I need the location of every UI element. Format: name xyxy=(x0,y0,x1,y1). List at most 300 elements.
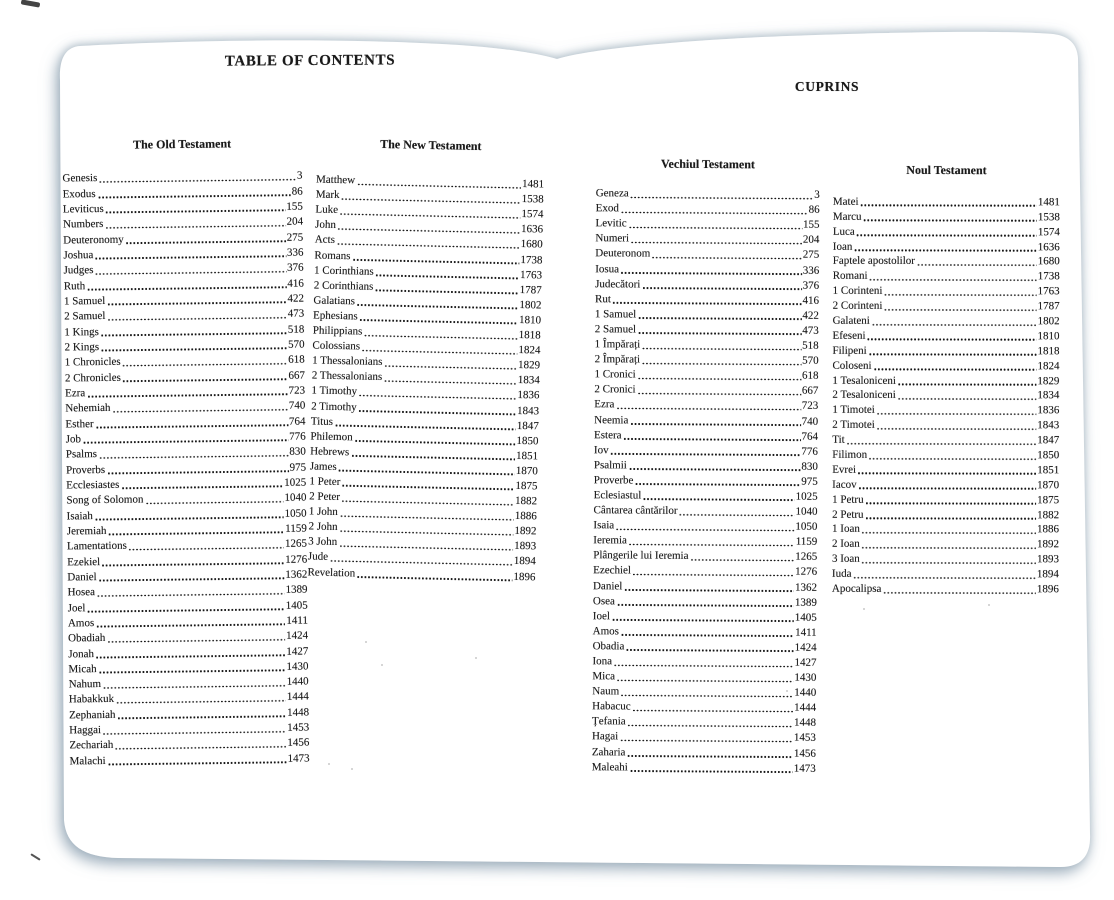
toc-entry xyxy=(594,381,818,398)
toc-entry xyxy=(595,291,819,308)
entry-name: Nehemiah xyxy=(65,402,111,415)
entry-page-number: 416 xyxy=(802,294,820,307)
toc-entry xyxy=(596,200,820,217)
entry-name: Joshua xyxy=(63,249,94,262)
entry-page-number: 1851 xyxy=(1037,464,1060,477)
entry-page-number: 776 xyxy=(289,430,306,443)
entry-page-number: 275 xyxy=(802,249,820,262)
entry-name: 1 Împărați xyxy=(594,338,641,351)
dot-leader xyxy=(628,543,794,547)
entry-name: Philemon xyxy=(310,430,353,444)
toc-entry xyxy=(832,521,1059,536)
entry-name: Lamentations xyxy=(66,539,127,553)
old-testament-column xyxy=(62,137,310,769)
entry-name: 2 Samuel xyxy=(594,323,637,336)
entry-name: 2 Corinteni xyxy=(832,299,883,312)
dot-leader xyxy=(642,347,801,351)
entry-page-number: 1440 xyxy=(286,675,309,688)
entry-name: 3 Ioan xyxy=(831,552,860,566)
toc-entry xyxy=(832,402,1059,417)
entry-name: Proverbe xyxy=(593,474,634,487)
dot-leader xyxy=(630,422,801,426)
toc-entry xyxy=(595,306,819,323)
dot-leader xyxy=(856,234,1037,237)
entry-page-number: 1847 xyxy=(1037,434,1060,447)
entry-page-number: 1444 xyxy=(794,701,817,715)
entry-name: Neemia xyxy=(594,413,629,426)
entry-name: 2 Timothy xyxy=(311,399,357,413)
entry-name: Matthew xyxy=(315,173,356,187)
toc-entry xyxy=(595,336,819,353)
entry-page-number: 1843 xyxy=(1037,419,1060,432)
entry-page-number: 1411 xyxy=(286,614,308,627)
toc-entry xyxy=(595,276,819,293)
entry-page-number: 570 xyxy=(287,338,305,351)
entry-name: Osea xyxy=(592,594,615,607)
toc-entry xyxy=(833,298,1060,313)
toc-entry xyxy=(832,581,1059,596)
entry-page-number: 1894 xyxy=(1036,568,1059,581)
toc-entry xyxy=(593,502,817,519)
entry-name: Filipeni xyxy=(832,344,867,357)
scan-speckle xyxy=(988,604,990,606)
dot-leader xyxy=(861,547,1036,550)
dot-leader xyxy=(858,472,1037,475)
dot-leader xyxy=(612,302,801,306)
section-heading: Noul Testament xyxy=(906,162,987,178)
entry-page-number: 1896 xyxy=(513,570,536,583)
entry-page-number: 1481 xyxy=(1037,196,1060,209)
entry-page-number: 1893 xyxy=(1036,553,1059,566)
entry-name: Amos xyxy=(592,625,620,638)
entry-page-number: 1818 xyxy=(1037,345,1060,358)
scan-speckle xyxy=(381,664,383,666)
entry-page-number: 1870 xyxy=(1037,479,1060,492)
entry-page-number: 1886 xyxy=(1037,523,1060,536)
toc-entry xyxy=(594,412,818,429)
entry-page-number: 1824 xyxy=(518,344,541,357)
scan-mark xyxy=(21,0,41,8)
right-page-title: CUPRINS xyxy=(794,79,860,94)
dot-leader xyxy=(624,588,794,592)
entry-name: Jonah xyxy=(68,647,95,660)
toc-entry xyxy=(832,343,1059,358)
entry-page-number: 1834 xyxy=(1037,389,1060,402)
dot-leader xyxy=(897,383,1036,386)
toc-entry xyxy=(592,683,816,700)
entry-name: Zephaniah xyxy=(68,708,116,722)
entry-page-number: 1802 xyxy=(519,298,542,312)
toc-entry xyxy=(832,536,1059,551)
entry-name: 1 Kings xyxy=(64,325,99,339)
entry-page-number: 1851 xyxy=(515,449,539,463)
dot-leader xyxy=(635,483,800,487)
scan-speckle xyxy=(328,763,330,765)
entry-name: Obadiah xyxy=(68,632,106,645)
toc-entry xyxy=(833,238,1060,253)
toc-entry xyxy=(832,372,1059,387)
entry-name: 1 John xyxy=(308,505,338,519)
entry-name: Job xyxy=(65,433,82,446)
entry-page-number: 1473 xyxy=(287,752,310,765)
entry-page-number: 1738 xyxy=(1037,270,1060,283)
entry-page-number: 1574 xyxy=(1037,225,1060,238)
entry-name: 1 Samuel xyxy=(63,294,106,308)
toc-entry xyxy=(594,397,818,414)
dot-leader xyxy=(865,517,1036,520)
entry-name: Evrei xyxy=(832,463,857,476)
entry-name: 1 Timothy xyxy=(311,384,358,398)
entry-page-number: 336 xyxy=(802,264,820,277)
dot-leader xyxy=(623,438,801,442)
entry-name: Joel xyxy=(67,601,86,614)
toc-entry xyxy=(833,268,1060,283)
dot-leader xyxy=(853,576,1036,579)
entry-name: Jude xyxy=(307,550,329,564)
entry-name: Hagai xyxy=(591,730,619,743)
entry-name: Mica xyxy=(592,670,616,683)
entry-page-number: 570 xyxy=(802,354,819,367)
entry-name: Deuteronomy xyxy=(63,233,124,247)
scan-speckle xyxy=(475,657,477,659)
entry-page-number: 1362 xyxy=(794,581,818,594)
toc-entry xyxy=(593,623,817,640)
toc-entry xyxy=(595,351,819,368)
entry-page-number: 1893 xyxy=(514,540,537,553)
entry-name: 2 Kings xyxy=(64,340,100,354)
entry-page-number: 1025 xyxy=(795,490,818,503)
entry-name: Ezechiel xyxy=(593,564,632,577)
dot-leader xyxy=(627,755,793,759)
dot-leader xyxy=(876,428,1036,431)
entry-name: 2 Chronicles xyxy=(64,371,121,385)
entry-page-number: 1405 xyxy=(794,611,817,624)
entry-page-number: 1159 xyxy=(795,535,818,549)
entry-name: Iacov xyxy=(832,478,857,491)
entry-page-number: 1829 xyxy=(517,359,541,372)
entry-page-number: 1882 xyxy=(514,494,538,508)
scan-speckle xyxy=(351,768,353,770)
entry-page-number: 1424 xyxy=(794,641,817,654)
entry-name: Acts xyxy=(314,233,336,247)
entry-page-number: 1892 xyxy=(514,525,537,538)
entry-page-number: 1824 xyxy=(1037,359,1060,372)
toc-entry xyxy=(593,532,817,549)
entry-page-number: 830 xyxy=(801,460,818,473)
entry-name: Ezekiel xyxy=(67,555,101,568)
entry-name: Colossians xyxy=(312,339,361,353)
dot-leader xyxy=(637,377,801,381)
entry-page-number: 1389 xyxy=(285,583,308,596)
dot-leader xyxy=(867,338,1037,341)
toc-entry xyxy=(592,759,816,776)
dot-leader xyxy=(128,546,284,550)
scan-speckle xyxy=(786,690,788,692)
toc-entry xyxy=(70,750,310,768)
toc-entry xyxy=(832,432,1059,447)
entry-page-number: 1430 xyxy=(286,660,309,673)
entry-page-number: 1836 xyxy=(517,389,540,402)
entry-page-number: 1882 xyxy=(1037,508,1060,521)
toc-entry xyxy=(832,357,1059,372)
entry-name: Judecători xyxy=(595,277,641,291)
entry-name: Ephesians xyxy=(312,309,358,323)
entry-name: Isaia xyxy=(593,519,615,532)
entry-page-number: 1448 xyxy=(794,716,817,730)
toc-entry xyxy=(592,729,816,746)
entry-page-number: 1362 xyxy=(285,568,308,581)
entry-page-number: 1810 xyxy=(518,313,542,327)
entry-page-number: 1574 xyxy=(521,208,544,221)
entry-page-number: 204 xyxy=(286,215,304,229)
entry-name: Jeremiah xyxy=(66,524,107,538)
entry-page-number: 1040 xyxy=(284,491,307,504)
entry-name: 2 Peter xyxy=(309,490,341,504)
entry-page-number: 1763 xyxy=(1037,285,1060,298)
entry-page-number: 1481 xyxy=(521,178,545,191)
entry-page-number: 1265 xyxy=(795,550,818,564)
entry-page-number: 667 xyxy=(801,384,819,398)
dot-leader xyxy=(642,362,801,366)
entry-name: Iosua xyxy=(595,262,620,275)
dot-leader xyxy=(868,353,1036,356)
dot-leader xyxy=(616,407,801,411)
toc-entry xyxy=(593,593,817,610)
entry-name: 2 Ioan xyxy=(831,538,860,551)
entry-name: Geneza xyxy=(595,187,629,200)
toc-entry xyxy=(832,477,1059,492)
toc-entry xyxy=(593,547,817,564)
entry-page-number: 518 xyxy=(287,323,305,336)
entry-name: Numbers xyxy=(62,218,104,231)
entry-name: Ieremia xyxy=(593,534,627,547)
entry-name: 1 Samuel xyxy=(594,308,637,321)
entry-name: Apocalipsa xyxy=(831,582,882,595)
entry-name: Cântarea cântărilor xyxy=(593,504,678,517)
entry-name: 2 Cronici xyxy=(594,383,636,396)
dot-leader xyxy=(854,249,1037,252)
dot-leader xyxy=(858,487,1036,490)
entry-name: Filimon xyxy=(832,448,868,461)
entry-page-number: 723 xyxy=(801,400,819,413)
entry-name: Galatians xyxy=(313,294,356,308)
entry-page-number: 1424 xyxy=(286,629,309,642)
entry-page-number: 764 xyxy=(801,430,819,443)
entry-page-number: 1427 xyxy=(794,656,817,669)
toc-entry xyxy=(592,668,816,685)
dot-leader xyxy=(643,498,795,502)
entry-page-number: 1430 xyxy=(794,671,817,684)
scan-mark xyxy=(30,853,40,861)
entry-page-number: 975 xyxy=(801,475,818,488)
toc-entry xyxy=(594,442,818,459)
toc-entry xyxy=(594,366,818,383)
entry-name: Genesis xyxy=(62,172,98,185)
entry-name: Ioel xyxy=(592,609,610,623)
entry-page-number: 1538 xyxy=(521,193,544,206)
dot-leader xyxy=(869,457,1037,460)
entry-name: Daniel xyxy=(67,570,97,584)
entry-name: Philippians xyxy=(312,324,363,338)
entry-page-number: 1680 xyxy=(1037,255,1060,268)
toc-entry xyxy=(595,246,819,263)
dot-leader xyxy=(863,219,1037,222)
toc-entry xyxy=(592,744,816,761)
toc-entry xyxy=(593,608,817,625)
dot-leader xyxy=(637,392,801,396)
entry-name: 2 Samuel xyxy=(64,310,106,323)
toc-entry xyxy=(832,506,1059,521)
entry-name: 2 Timotei xyxy=(832,418,875,432)
entry-page-number: 1405 xyxy=(285,599,308,612)
dot-leader xyxy=(869,279,1037,282)
entry-page-number: 1870 xyxy=(515,464,538,478)
dot-leader xyxy=(629,770,792,774)
entry-page-number: 1453 xyxy=(287,721,310,734)
entry-name: 1 Corinteni xyxy=(832,284,883,298)
vechiul-testament-column xyxy=(592,157,820,775)
dot-leader xyxy=(628,226,802,230)
entry-page-number: 1050 xyxy=(795,520,818,533)
entry-name: Luke xyxy=(315,203,339,217)
entry-page-number: 1538 xyxy=(1037,211,1060,224)
toc-entry xyxy=(593,517,817,534)
entry-page-number: 1453 xyxy=(793,732,816,745)
entry-name: Iuda xyxy=(831,567,852,580)
dot-leader xyxy=(627,724,793,728)
entry-name: 1 Peter xyxy=(309,475,341,489)
entry-name: Maleahi xyxy=(591,760,628,774)
entry-name: Haggai xyxy=(69,724,102,737)
entry-name: Revelation xyxy=(307,565,356,579)
toc-entry xyxy=(596,185,820,202)
entry-name: 1 Corinthians xyxy=(313,264,374,278)
entry-page-number: 975 xyxy=(289,461,307,474)
entry-name: Micah xyxy=(68,662,97,676)
entry-name: 1 Thessalonians xyxy=(312,354,383,369)
entry-page-number: 1159 xyxy=(285,522,307,535)
entry-page-number: 1875 xyxy=(515,479,538,493)
entry-page-number: 667 xyxy=(288,369,305,382)
entry-page-number: 3 xyxy=(296,169,303,182)
dot-leader xyxy=(884,308,1037,311)
entry-name: Amos xyxy=(67,616,95,630)
entry-page-number: 1636 xyxy=(1037,240,1060,253)
entry-name: Iov xyxy=(593,443,609,457)
entry-name: Plângerile lui Ieremia xyxy=(593,549,689,563)
entry-name: Eclesiastul xyxy=(593,489,642,502)
entry-page-number: 1411 xyxy=(795,626,817,639)
toc-entry xyxy=(592,653,816,670)
dot-leader xyxy=(616,528,795,532)
entry-page-number: 376 xyxy=(287,261,304,275)
dot-leader xyxy=(690,559,794,562)
dot-leader xyxy=(642,287,802,291)
entry-name: Habacuc xyxy=(592,700,631,713)
entry-name: Naum xyxy=(592,685,620,698)
entry-page-number: 1894 xyxy=(513,555,536,568)
entry-page-number: 1473 xyxy=(793,762,816,775)
toc-entry xyxy=(833,283,1060,298)
entry-page-number: 1265 xyxy=(284,537,308,550)
entry-name: 2 Thessalonians xyxy=(311,369,383,384)
dot-leader xyxy=(611,619,793,623)
entry-name: Tit xyxy=(832,433,845,446)
entry-page-number: 1850 xyxy=(1037,449,1060,462)
entry-name: Ecclesiastes xyxy=(66,478,120,492)
entry-name: Iona xyxy=(592,655,613,668)
dot-leader xyxy=(621,694,794,698)
toc-entry xyxy=(592,713,816,730)
entry-page-number: 1738 xyxy=(520,253,543,267)
entry-name: Estera xyxy=(594,428,622,441)
dot-leader xyxy=(638,332,802,336)
new-testament-column xyxy=(307,137,545,584)
entry-name: Habakkuk xyxy=(68,693,115,706)
entry-page-number: 473 xyxy=(287,307,305,321)
entry-page-number: 1040 xyxy=(795,505,818,518)
entry-page-number: 422 xyxy=(287,292,305,305)
entry-page-number: 1787 xyxy=(1037,300,1060,313)
toc-entry xyxy=(833,313,1060,328)
entry-name: Galateni xyxy=(832,314,870,327)
dot-leader xyxy=(632,573,794,577)
entry-page-number: 618 xyxy=(288,353,305,366)
toc-entry xyxy=(595,230,819,247)
dot-leader xyxy=(620,211,807,215)
entry-name: Efeseni xyxy=(832,329,866,342)
entry-page-number: 1875 xyxy=(1037,493,1060,506)
entry-page-number: 764 xyxy=(288,415,306,428)
section-heading: Vechiul Testament xyxy=(660,156,755,172)
dot-leader xyxy=(679,513,795,516)
entry-name: Ioan xyxy=(832,240,853,253)
entry-page-number: 1763 xyxy=(519,268,543,282)
toc-entry xyxy=(832,551,1059,566)
entry-page-number: 1680 xyxy=(520,238,543,251)
toc-entry xyxy=(595,321,819,338)
entry-name: 2 John xyxy=(308,520,338,534)
entry-name: Ezra xyxy=(594,398,615,411)
entry-page-number: 1843 xyxy=(516,404,540,417)
entry-page-number: 1829 xyxy=(1037,374,1060,387)
dot-leader xyxy=(357,576,513,582)
scan-speckle xyxy=(365,641,367,643)
entry-name: Zechariah xyxy=(69,739,114,752)
entry-name: 2 Tesaloniceni xyxy=(832,389,896,402)
dot-leader xyxy=(628,468,800,472)
toc-entry xyxy=(833,209,1060,224)
entry-name: Numeri xyxy=(595,232,630,245)
dot-leader xyxy=(616,679,793,683)
entry-page-number: 336 xyxy=(286,246,304,259)
toc-entry xyxy=(833,194,1060,209)
entry-name: 3 John xyxy=(308,535,338,549)
dot-leader xyxy=(865,502,1036,505)
toc-entry xyxy=(594,487,818,504)
dot-leader xyxy=(638,317,802,321)
dot-leader xyxy=(616,603,794,607)
entry-page-number: 1276 xyxy=(285,553,308,566)
entry-name: Ruth xyxy=(63,279,86,293)
entry-name: 1 Ioan xyxy=(832,523,860,536)
entry-page-number: 1448 xyxy=(286,706,310,719)
toc-entry xyxy=(595,261,819,278)
entry-name: Daniel xyxy=(592,579,623,592)
entry-page-number: 618 xyxy=(801,369,819,382)
toc-entry xyxy=(593,563,817,580)
dot-leader xyxy=(620,739,793,743)
